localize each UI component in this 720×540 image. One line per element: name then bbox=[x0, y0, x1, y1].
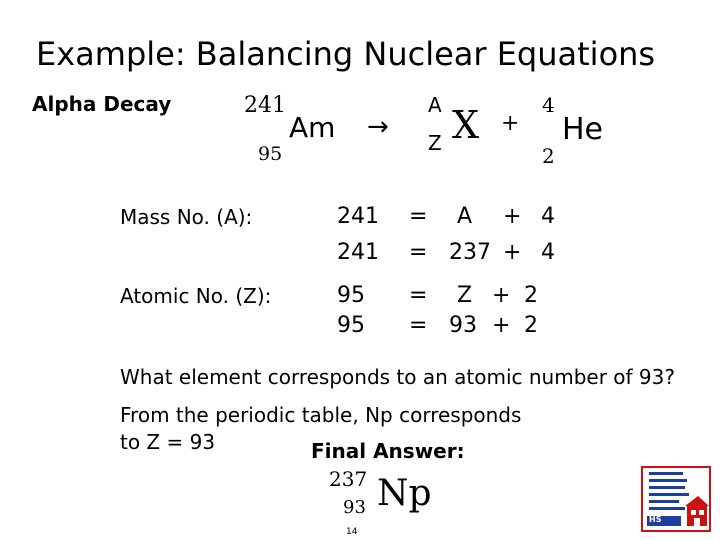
question-text: What element corresponds to an atomic number of 93? bbox=[120, 365, 675, 389]
atomic-row1-unknown: Z bbox=[457, 283, 473, 308]
equation-plus: + bbox=[501, 111, 520, 136]
atomic-row2-plus: + bbox=[492, 313, 511, 338]
mass-row2-value: 237 bbox=[449, 240, 491, 265]
helium-atomic-number: 2 bbox=[542, 144, 555, 168]
slide-number: 14 bbox=[346, 527, 358, 537]
atomic-row1-plus: + bbox=[492, 283, 511, 308]
atomic-row1-left: 95 bbox=[337, 283, 365, 308]
helium-symbol: He bbox=[562, 112, 604, 147]
final-answer-nuclide bbox=[327, 466, 432, 522]
atomic-row2-left: 95 bbox=[337, 313, 365, 338]
product-symbol: X bbox=[452, 103, 480, 147]
mass-row1-unknown: A bbox=[457, 204, 473, 229]
mass-row2-plus: + bbox=[503, 240, 522, 265]
mass-number-label: Mass No. (A): bbox=[120, 205, 253, 229]
final-answer-label: Final Answer: bbox=[311, 439, 465, 463]
reactant-atomic-number: 95 bbox=[258, 143, 283, 165]
mass-row1-equals: = bbox=[409, 204, 428, 229]
mass-row2-alpha: 4 bbox=[541, 240, 555, 265]
helium-mass-number: 4 bbox=[542, 93, 555, 117]
atomic-row2-value: 93 bbox=[449, 313, 477, 338]
final-symbol: Np bbox=[377, 473, 432, 514]
school-logo bbox=[641, 466, 711, 532]
answer-line-2: to Z = 93 bbox=[120, 430, 216, 454]
atomic-row2-equals: = bbox=[409, 313, 428, 338]
mass-row2-equals: = bbox=[409, 240, 428, 265]
atomic-row1-equals: = bbox=[409, 283, 428, 308]
atomic-row2-alpha: 2 bbox=[524, 313, 538, 338]
logo-initials: HS bbox=[649, 515, 662, 524]
mass-row1-plus: + bbox=[503, 204, 522, 229]
mass-row2-left: 241 bbox=[337, 240, 379, 265]
section-label: Alpha Decay bbox=[32, 92, 172, 116]
final-atomic-number: 93 bbox=[343, 497, 366, 518]
product-mass-number: A bbox=[428, 93, 442, 117]
slide-title: Example: Balancing Nuclear Equations bbox=[36, 35, 656, 73]
final-mass-number: 237 bbox=[329, 467, 368, 491]
product-atomic-number: Z bbox=[428, 131, 442, 155]
reactant-symbol: Am bbox=[289, 111, 336, 144]
mass-row1-left: 241 bbox=[337, 204, 379, 229]
reaction-arrow: → bbox=[367, 112, 389, 142]
atomic-row1-alpha: 2 bbox=[524, 283, 538, 308]
atomic-number-label: Atomic No. (Z): bbox=[120, 284, 272, 308]
answer-line-1: From the periodic table, Np corresponds bbox=[120, 403, 522, 427]
mass-row1-alpha: 4 bbox=[541, 204, 555, 229]
reactant-mass-number: 241 bbox=[244, 93, 286, 118]
